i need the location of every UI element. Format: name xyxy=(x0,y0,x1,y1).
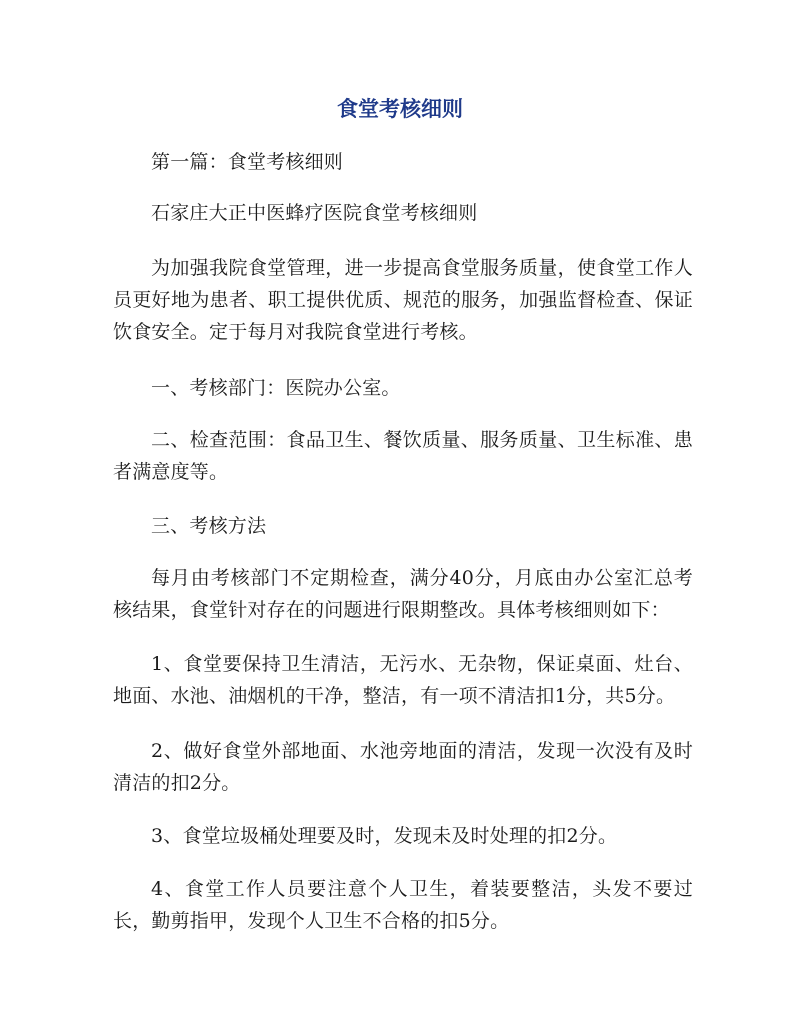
document-title: 食堂考核细则 xyxy=(337,96,463,121)
paragraph-section-2: 二、检查范围：食品卫生、餐饮质量、服务质量、卫生标准、患者满意度等。 xyxy=(113,429,693,483)
paragraph-rule-1: 1、食堂要保持卫生清洁，无污水、无杂物，保证桌面、灶台、地面、水池、油烟机的干净，整洁，有一项不清洁扣1分，共5分。 xyxy=(113,653,693,707)
paragraph-section-1: 一、考核部门：医院办公室。 xyxy=(151,377,401,399)
paragraph-rule-4: 4、食堂工作人员要注意个人卫生，着装要整洁，头发不要过长，勤剪指甲，发现个人卫生不合格的扣5分。 xyxy=(113,878,693,932)
paragraph-part-heading: 第一篇：食堂考核细则 xyxy=(151,151,344,173)
paragraph-subtitle: 石家庄大正中医蜂疗医院食堂考核细则 xyxy=(151,202,478,224)
paragraph-intro: 为加强我院食堂管理，进一步提高食堂服务质量，使食堂工作人员更好地为患者、职工提供优质、规范的服务，加强监督检查、保证饮食安全。定于每月对我院食堂进行考核。 xyxy=(113,257,693,343)
paragraph-section-3: 三、考核方法 xyxy=(151,515,267,537)
paragraph-rule-2: 2、做好食堂外部地面、水池旁地面的清洁，发现一次没有及时清洁的扣2分。 xyxy=(113,740,693,794)
paragraph-method: 每月由考核部门不定期检查，满分40分，月底由办公室汇总考核结果，食堂针对存在的问题进行限期整改。具体考核细则如下： xyxy=(113,567,693,621)
paragraph-rule-3: 3、食堂垃圾桶处理要及时，发现未及时处理的扣2分。 xyxy=(151,825,618,847)
